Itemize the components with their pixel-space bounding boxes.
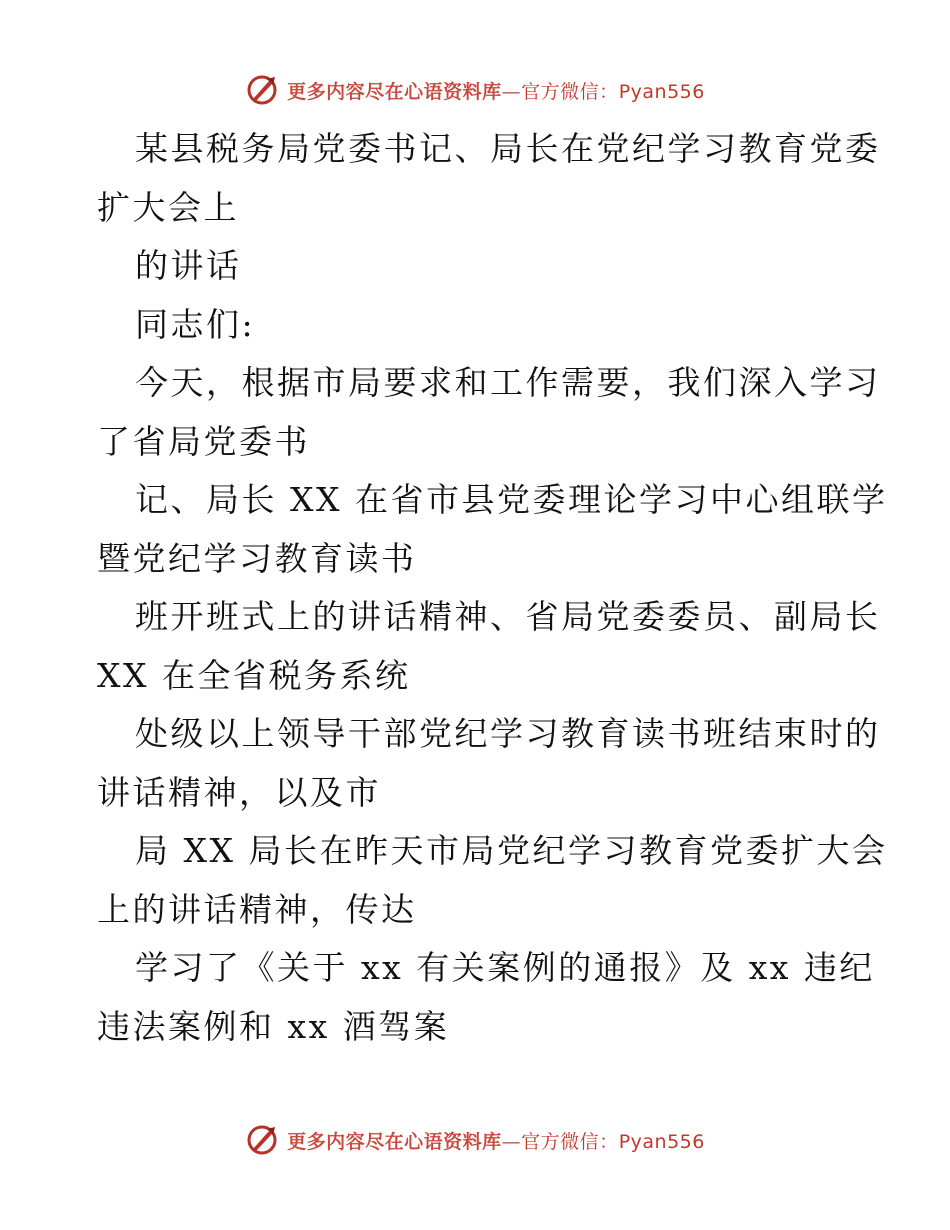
document-line: 违法案例和 xx 酒驾案 [97,1006,450,1046]
document-line: 记、局长 XX 在省市县党委理论学习中心组联学 [135,480,888,519]
watermark-brand: 更多内容尽在心语资料库 [287,1130,502,1153]
header-watermark [0,72,950,108]
document-line: 暨党纪学习教育读书 [97,538,417,578]
document-line: 班开班式上的讲话精神、省局党委委员、副局长 [135,597,881,636]
watermark-wechat-label: 官方微信： [521,80,619,103]
watermark-separator: — [501,1130,522,1153]
document-body [97,120,888,1056]
document-line: 处级以上领导干部党纪学习教育读书班结束时的 [135,714,881,753]
watermark-text [287,1127,705,1154]
watermark-wechat-id: Pyan556 [618,1130,705,1153]
document-line: 学习了《关于 xx 有关案例的通报》及 xx 违纪 [135,948,875,987]
document-line: 了省局党委书 [97,421,310,461]
quill-pen-logo-icon [245,1123,279,1157]
document-line: 的讲话 [135,246,242,285]
document-line: 上的讲话精神，传达 [97,889,417,929]
watermark-wechat-id: Pyan556 [618,80,705,103]
quill-pen-logo-icon [245,73,279,107]
watermark-wechat-label: 官方微信： [521,1130,619,1153]
document-line: XX 在全省税务系统 [97,655,411,695]
document-line: 某县税务局党委书记、局长在党纪学习教育党委 [135,129,881,168]
footer-watermark [0,1122,950,1158]
document-line: 同志们: [135,304,256,344]
document-line: 讲话精神，以及市 [97,772,381,812]
watermark-text [287,77,705,104]
document-line: 今天，根据市局要求和工作需要，我们深入学习 [135,363,881,402]
watermark-separator: — [501,80,522,103]
document-line: 扩大会上 [97,187,239,227]
document-line: 局 XX 局长在昨天市局党纪学习教育党委扩大会 [135,831,888,870]
watermark-brand: 更多内容尽在心语资料库 [287,80,502,103]
